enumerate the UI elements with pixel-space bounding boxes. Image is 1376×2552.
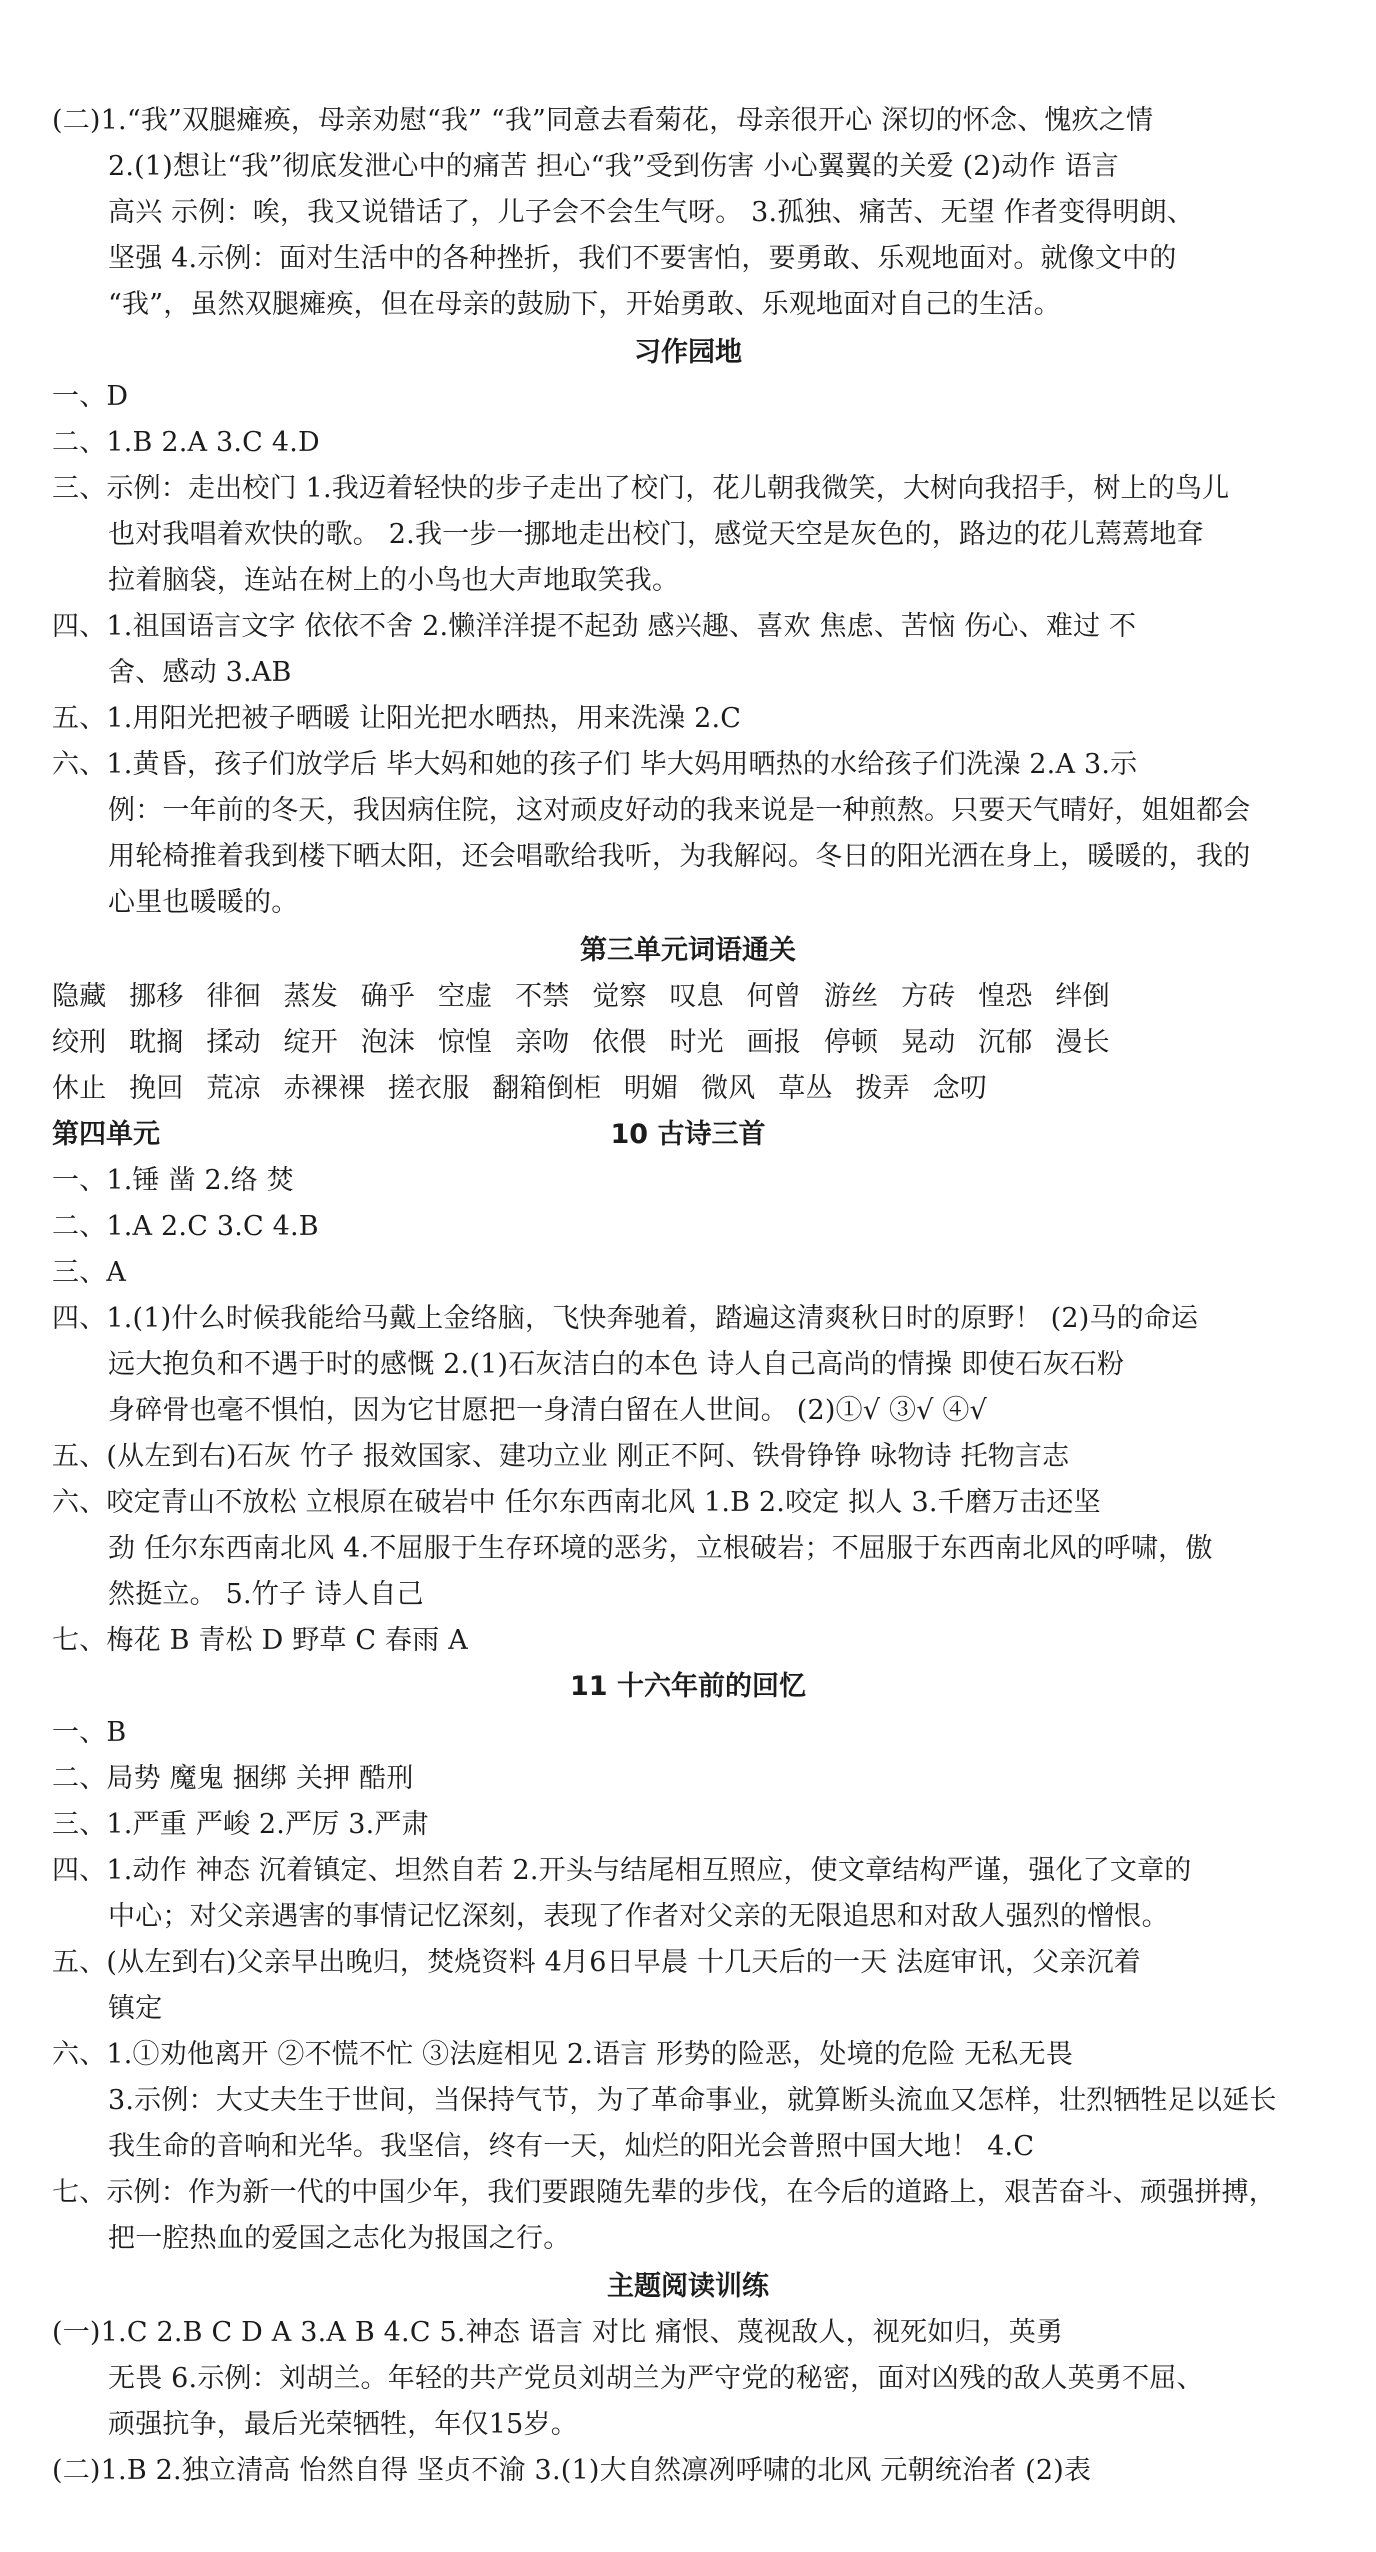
text-line: 3.示例：大丈夫生于世间，当保持气节，为了革命事业，就算断头流血又怎样，壮烈牺牲足以延长 bbox=[108, 2085, 1277, 2116]
text-line: 也对我唱着欢快的歌。 2.我一步一挪地走出校门，感觉天空是灰色的，路边的花儿蔫蔫地耷 bbox=[108, 519, 1204, 550]
text-line: 三、示例：走出校门 1.我迈着轻快的步子走出了校门，花儿朝我微笑，大树向我招手，树上的鸟儿 bbox=[52, 473, 1230, 504]
text-line: 舍、感动 3.AB bbox=[108, 657, 292, 688]
text-line: 2.(1)想让“我”彻底发泄心中的痛苦 担心“我”受到伤害 小心翼翼的关爱 (2)动作 语言 bbox=[108, 151, 1119, 182]
text-line: 远大抱负和不遇于时的感慨 2.(1)石灰洁白的本色 诗人自己高尚的情操 即使石灰石粉 bbox=[108, 1349, 1125, 1380]
text-line: 三、1.严重 严峻 2.严厉 3.严肃 bbox=[52, 1809, 429, 1840]
unit-heading: 第四单元 bbox=[52, 1119, 160, 1150]
text-line: 六、1.黄昏，孩子们放学后 毕大妈和她的孩子们 毕大妈用晒热的水给孩子们洗澡 2.A 3.示 bbox=[52, 749, 1138, 780]
text-line: 一、B bbox=[52, 1717, 127, 1748]
vocab-row: 休止 挽回 荒凉 赤裸裸 搓衣服 翻箱倒柜 明媚 微风 草丛 拨弄 念叨 bbox=[52, 1073, 988, 1104]
text-line: 四、1.(1)什么时候我能给马戴上金络脑，飞快奔驰着，踏遍这清爽秋日时的原野！ (2)马的命运 bbox=[52, 1303, 1199, 1334]
section-heading: 习作园地 bbox=[634, 337, 742, 368]
section-heading: 第三单元词语通关 bbox=[580, 935, 796, 966]
text-line: 四、1.祖国语言文字 依依不舍 2.懒洋洋提不起劲 感兴趣、喜欢 焦虑、苦恼 伤心、难过 不 bbox=[52, 611, 1137, 642]
text-line: 心里也暖暖的。 bbox=[108, 887, 299, 918]
text-line: 劲 任尔东西南北风 4.不屈服于生存环境的恶劣，立根破岩；不屈服于东西南北风的呼啸，傲 bbox=[108, 1533, 1213, 1564]
text-line: 然挺立。 5.竹子 诗人自己 bbox=[108, 1579, 424, 1610]
text-line: 一、D bbox=[52, 381, 129, 412]
text-line: 顽强抗争，最后光荣牺牲，年仅15岁。 bbox=[108, 2409, 578, 2440]
text-line: 我生命的音响和光华。我坚信，终有一天，灿烂的阳光会普照中国大地！ 4.C bbox=[108, 2131, 1035, 2162]
text-line: 镇定 bbox=[108, 1993, 163, 2024]
text-line: 拉着脑袋，连站在树上的小鸟也大声地取笑我。 bbox=[108, 565, 680, 596]
text-line: 用轮椅推着我到楼下晒太阳，还会唱歌给我听，为我解闷。冬日的阳光洒在身上，暖暖的，我的 bbox=[108, 841, 1251, 872]
text-line: 七、示例：作为新一代的中国少年，我们要跟随先辈的步伐，在今后的道路上，艰苦奋斗、顽强拼搏， bbox=[52, 2177, 1276, 2208]
text-line: 二、1.A 2.C 3.C 4.B bbox=[52, 1211, 319, 1242]
text-line: 七、梅花 B 青松 D 野草 C 春雨 A bbox=[52, 1625, 468, 1656]
text-line: (二)1.B 2.独立清高 怡然自得 坚贞不渝 3.(1)大自然凛冽呼啸的北风 元朝统治者 (2)表 bbox=[52, 2455, 1092, 2486]
text-line: 一、1.锤 凿 2.络 焚 bbox=[52, 1165, 294, 1196]
text-line: 身碎骨也毫不惧怕，因为它甘愿把一身清白留在人世间。 (2)①√ ③√ ④√ bbox=[108, 1395, 988, 1426]
text-line: (二)1.“我”双腿瘫痪，母亲劝慰“我” “我”同意去看菊花，母亲很开心 深切的怀念、愧疚之情 bbox=[52, 105, 1154, 136]
section-heading: 主题阅读训练 bbox=[607, 2271, 769, 2302]
text-line: 三、A bbox=[52, 1257, 127, 1288]
text-line: 高兴 示例：唉，我又说错话了，儿子会不会生气呀。 3.孤独、痛苦、无望 作者变得明朗、 bbox=[108, 197, 1195, 228]
text-line: 五、(从左到右)石灰 竹子 报效国家、建功立业 刚正不阿、铁骨铮铮 咏物诗 托物言志 bbox=[52, 1441, 1070, 1472]
text-line: 五、1.用阳光把被子晒暖 让阳光把水晒热，用来洗澡 2.C bbox=[52, 703, 742, 734]
text-line: “我”，虽然双腿瘫痪，但在母亲的鼓励下，开始勇敢、乐观地面对自己的生活。 bbox=[108, 289, 1061, 320]
text-line: 二、1.B 2.A 3.C 4.D bbox=[52, 427, 320, 458]
text-line: 例：一年前的冬天，我因病住院，这对顽皮好动的我来说是一种煎熬。只要天气晴好，姐姐都会 bbox=[108, 795, 1251, 826]
text-line: (一)1.C 2.B C D A 3.A B 4.C 5.神态 语言 对比 痛恨、蔑视敌人，视死如归，英勇 bbox=[52, 2317, 1064, 2348]
text-line: 中心；对父亲遇害的事情记忆深刻，表现了作者对父亲的无限追思和对敌人强烈的憎恨。 bbox=[108, 1901, 1169, 1932]
vocab-row: 隐藏 挪移 徘徊 蒸发 确乎 空虚 不禁 觉察 叹息 何曾 游丝 方砖 惶恐 绊倒 bbox=[52, 981, 1110, 1012]
text-line: 六、1.①劝他离开 ②不慌不忙 ③法庭相见 2.语言 形势的险恶，处境的危险 无私无畏 bbox=[52, 2039, 1074, 2070]
text-line: 把一腔热血的爱国之志化为报国之行。 bbox=[108, 2223, 571, 2254]
vocab-row: 绞刑 耽搁 揉动 绽开 泡沫 惊惶 亲吻 依偎 时光 画报 停顿 晃动 沉郁 漫长 bbox=[52, 1027, 1110, 1058]
text-line: 无畏 6.示例：刘胡兰。年轻的共产党员刘胡兰为严守党的秘密，面对凶残的敌人英勇不屈、 bbox=[108, 2363, 1204, 2394]
text-line: 坚强 4.示例：面对生活中的各种挫折，我们不要害怕，要勇敢、乐观地面对。就像文中的 bbox=[108, 243, 1177, 274]
text-line: 二、局势 魔鬼 捆绑 关押 酷刑 bbox=[52, 1763, 414, 1794]
text-line: 五、(从左到右)父亲早出晚归，焚烧资料 4月6日早晨 十几天后的一天 法庭审讯，父亲沉着 bbox=[52, 1947, 1141, 1978]
text-line: 六、咬定青山不放松 立根原在破岩中 任尔东西南北风 1.B 2.咬定 拟人 3.千磨万击还坚 bbox=[52, 1487, 1101, 1518]
text-line: 四、1.动作 神态 沉着镇定、坦然自若 2.开头与结尾相互照应，使文章结构严谨，强化了文章的 bbox=[52, 1855, 1192, 1886]
section-heading: 10 古诗三首 bbox=[610, 1119, 766, 1150]
section-heading: 11 十六年前的回忆 bbox=[570, 1671, 806, 1702]
